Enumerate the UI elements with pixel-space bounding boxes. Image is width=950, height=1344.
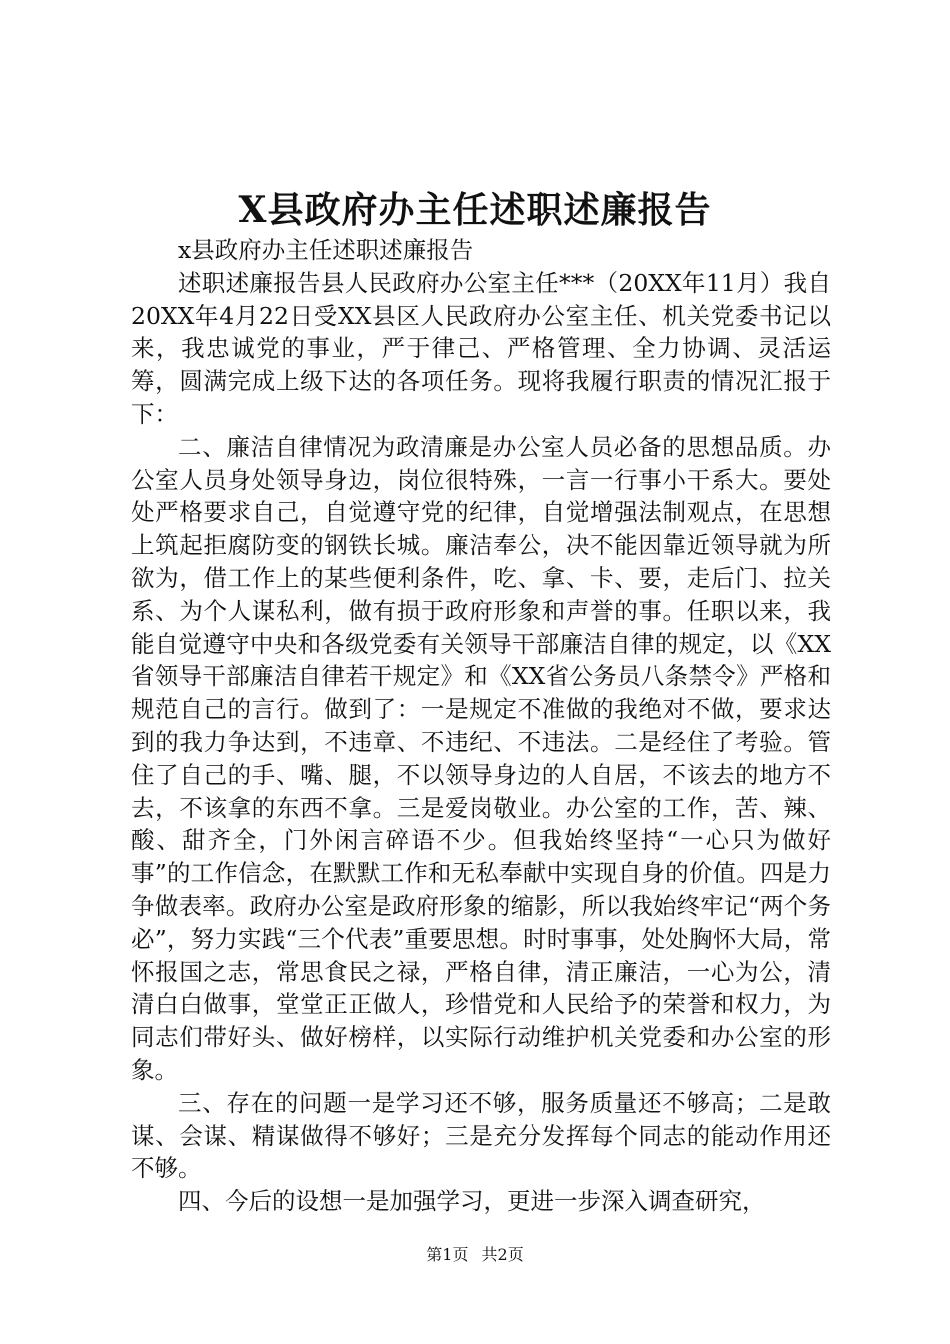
paragraph-section-3: 三、存在的问题一是学习还不够，服务质量还不够高；二是敢谋、会谋、精谋做得不够好；三是充分发挥每个同志的能动作用还不够。 <box>131 1088 831 1183</box>
paragraph-subtitle: x县政府办主任述职述廉报告 <box>178 236 474 264</box>
document-title: X县政府办主任述职述廉报告 <box>238 189 712 231</box>
page-footer <box>0 1244 950 1266</box>
paragraph-section-2: 二、廉洁自律情况为政清廉是办公室人员必备的思想品质。办公室人员身处领导身边，岗位很特殊，一言一行事小干系大。要处处严格要求自己，自觉遵守党的纪律，自觉增强法制观点，在思想上筑起拒腐防变的钢铁长城。廉洁奉公，决不能因靠近领导就为所欲为，借工作上的某些便利条件，吃、拿、卡、要，走后门、拉关系、为个人谋私利，做有损于政府形象和声誉的事。任职以来，我能自觉遵守中央和各级党委有关领导干部廉洁自律的规定，以《XX省领导干部廉洁自律若干规定》和《XX省公务员八条禁令》严格和规范自己的言行。做到了：一是规定不准做的我绝对不做，要求达到的我力争达到，不违章、不违纪、不违法。二是经住了考验。管住了自己的手、嘴、腿，不以领导身边的人自居，不该去的地方不去，不该拿的东西不拿。三是爱岗敬业。办公室的工作，苦、辣、酸、甜齐全，门外闲言碎语不少。但我始终坚持“一心只为做好事”的工作信念，在默默工作和无私奉献中实现自身的价值。四是力争做表率。政府办公室是政府形象的缩影，所以我始终牢记“两个务必”，努力实践“三个代表”重要思想。时时事事，处处胸怀大局，常怀报国之志，常思食民之禄，严格自律，清正廉洁，一心为公，清清白白做事，堂堂正正做人，珍惜党和人民给予的荣誉和权力，为同志们带好头、做好榜样，以实际行动维护机关党委和办公室的形象。 <box>131 432 831 1084</box>
page-number-total: 共2页 <box>481 1245 524 1264</box>
paragraph-section-4: 四、今后的设想一是加强学习，更进一步深入调查研究， <box>178 1187 766 1216</box>
page-number-current: 第1页 <box>426 1245 469 1264</box>
document-body <box>131 234 831 1218</box>
paragraph-intro: 述职述廉报告县人民政府办公室主任***（20XX年11月）我自20XX年4月22日受XX县区人民政府办公室主任、机关党委书记以来，我忠诚党的事业，严于律己、严格管理、全力协调、灵活运筹，圆满完成上级下达的各项任务。现将我履行职责的情况汇报于下： <box>131 268 831 428</box>
